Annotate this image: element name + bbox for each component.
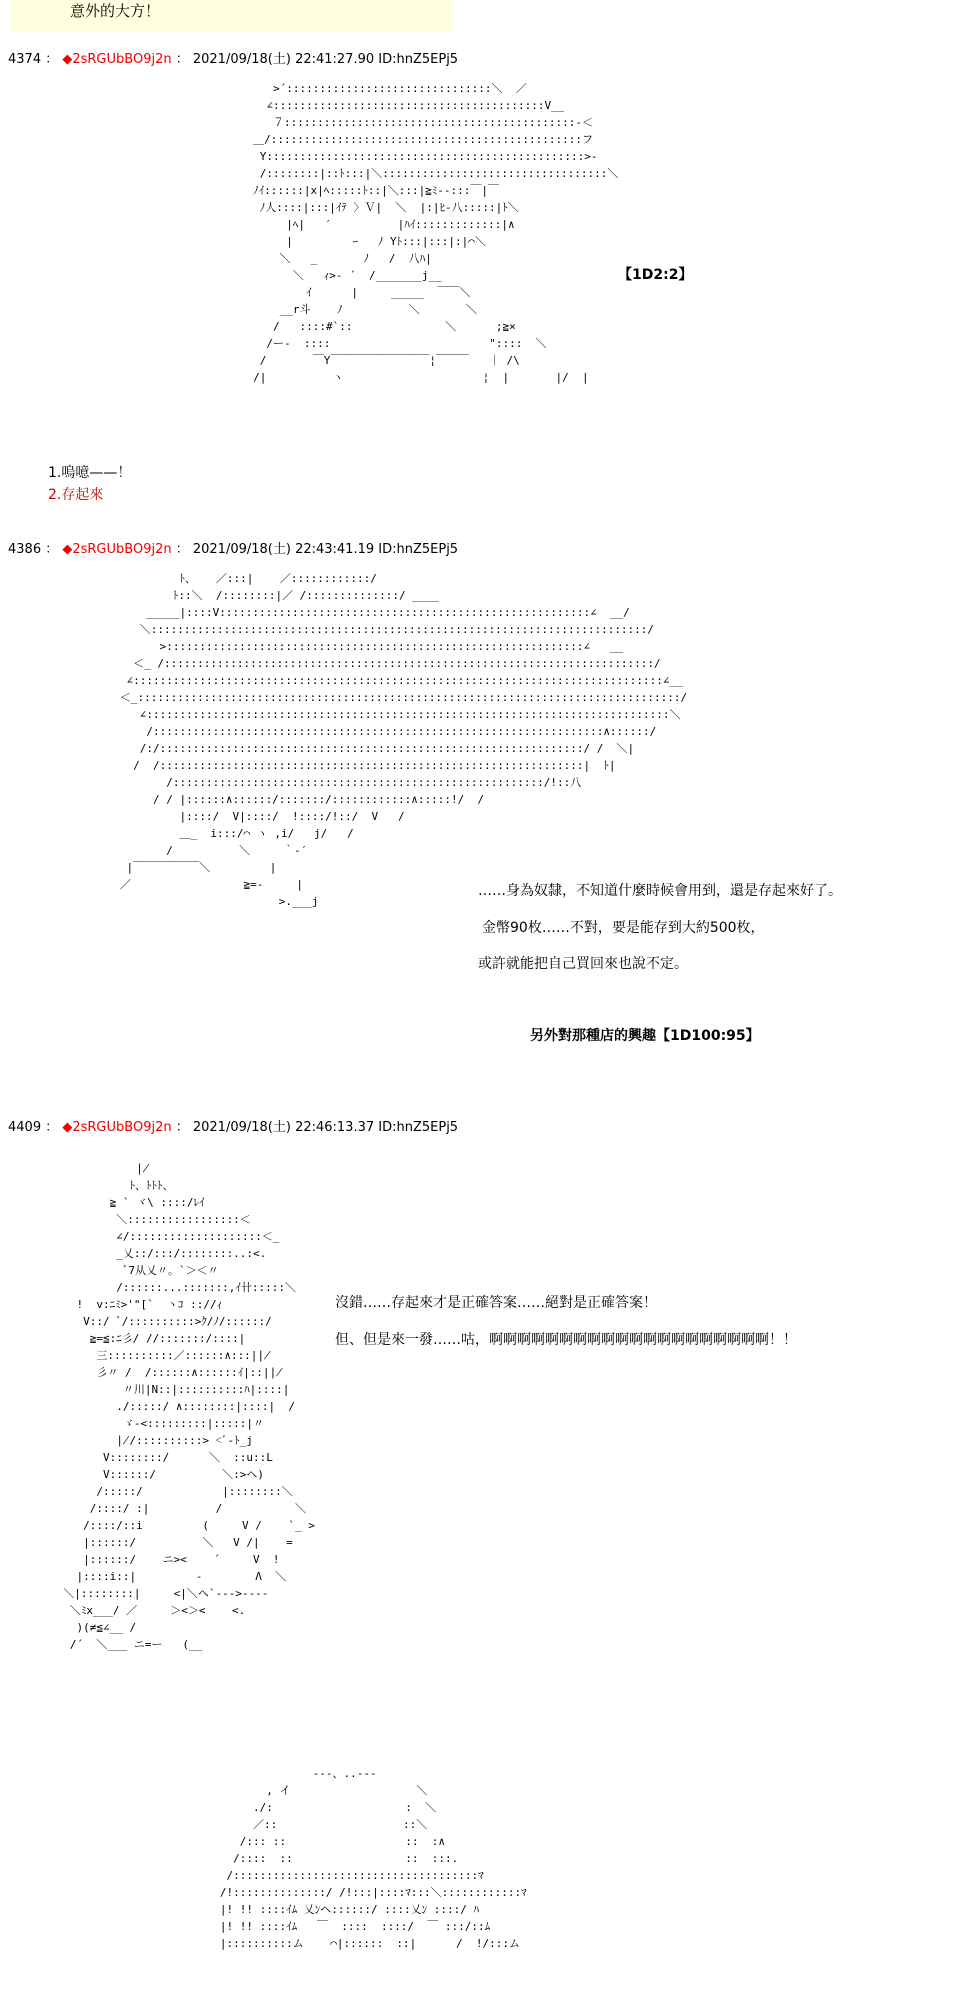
dialogue-line: 沒錯……存起來才是正確答案……絕對是正確答案！ — [335, 1295, 657, 1311]
post-header: 4374 ： ◆2sRGUbBO9j2n ： 2021/09/18(土) 22:41:27.90 ID:hnZ5EPj5 — [8, 52, 459, 67]
post-date: 2021/09/18(土) 22:43:41.19 — [192, 542, 375, 557]
post-header: 4409 ： ◆2sRGUbBO9j2n ： 2021/09/18(土) 22:46:13.37 ID:hnZ5EPj5 — [8, 1120, 459, 1135]
post-id: ID:hnZ5EPj5 — [378, 1120, 459, 1135]
author-trip: ◆2sRGUbBO9j2n — [62, 1120, 172, 1135]
post-number[interactable]: 4386 — [8, 542, 42, 557]
dice-result: 【1D2:2】 — [618, 267, 693, 283]
post-id: ID:hnZ5EPj5 — [378, 52, 459, 67]
ascii-art: >´:::::::::::::::::::::::::::::::＼ ／ ∠:::::::::::::::::::::::::::::::::::::::::V__ ７::::::::::::::::::::::::::::::::::::::::::::-＜ ＿/:::::::::::::::::::::::::::::::::::::::::::::::フ Y::::::::::::::::::::::::::::::::::::::::::::::::>- /::::::::|::ﾄ:::|＼::::::::::::::::::::::::::::::::::＼ ﾉｲ::::::|x|ﾍ:::::ﾄ::|＼:::|≧ﾐ--:::￣|￣ ﾉ人::::|:::|ｲﾃ 〉Ｖ| ＼ |:|ﾋ-八:::::|ﾄ＼ |ﾍ| ′ |ﾊｲ:::::::::::::|∧ | ｰ ﾉ Yﾄ:::|:::|:|⌒＼ ＼ _ ﾉ / 八ﾊ| ＼ ｨ>- ´ /_______j__ ｲ | _____ ￣￣＼ __r斗 ﾉ ＼ ＼ / ::::#`:: ＼ ;≧× /ー- :::: ":::: ＼ / ￣Y￣￣￣￣￣￣￣￣￣¦￣￣￣ ｜ /\ /| ヽ ¦ | |/ | — [253, 82, 619, 384]
post-number[interactable]: 4409 — [8, 1120, 42, 1135]
dialogue-line: 或許就能把自己買回來也說不定。 — [478, 956, 688, 972]
dialogue-line: ……身為奴隸，不知道什麼時候會用到，還是存起來好了。 — [478, 883, 842, 899]
ascii-art: ∤ ﾄ、ﾄﾄﾄ、 ≧ ` ヾ\ ::::/ﾚｲ ＼:::::::::::::::::＜ ∠/::::::::::::::::::::＜_ _乂::/:::/::::::::..:<. ﾞ7从乂〃。`＞＜〃 /::::::...:::::::,ｲ卄:::::＼ ! v:ﾆﾐ>'"[` ヽｺ :://ｨ V::/ ﾞ/::::::::::>ｸ/ﾉ/::::::/ ≧=≦:ﾆ彡/ //:::::::/::::| 三::::::::::／::::::∧:::|∤ 彡〃 / /::::::∧::::::ｲ|::|∤ 〃川|N::|::::::::::ﾊ|::::| ./:::::/ ∧::::::::|::::| / ゞ-<:::::::::|:::::|〃 ∤/::::::::::> <ﾞ-ﾄ_j V::::::::/ ＼ ::u::L V::::::/ ＼:>ヘ) /:::::/ |::::::::＼ /::::/ :| / ＼ /::::/::i ( V / `_ > |::::::/ ＼ V /| = |::::::/ ニ>< ´ V ! |::::i::| - Λ ＼ ＼|::::::::| <|＼ヘ`--->---- ＼ﾐx___/ ／ ＞<＞< <. )(≠≦∠__ / /´ ＼___ ニ=ー (__ — [63, 1162, 315, 1651]
post-number[interactable]: 4374 — [8, 52, 42, 67]
post-date: 2021/09/18(土) 22:46:13.37 — [192, 1120, 375, 1135]
dialogue-line: 但、但是來一發……咕，啊啊啊啊啊啊啊啊啊啊啊啊啊啊啊啊啊啊啊啊！！ — [335, 1332, 797, 1348]
author-trip: ◆2sRGUbBO9j2n — [62, 542, 172, 557]
previous-post-note — [10, 0, 453, 32]
ascii-art: ---、..--- , イ ＼ ./: : ＼ ／:: ::＼ /::: :: :: :∧ /:::: :: :: :::. /:::::::::::::::::::::::::::::::::::::ﾏ /!::::::::::::::/ /!:::|::::ﾏ:::＼::::::::::::ﾏ |! !! ::::ｲﾑ 乂ﾝヘ::::::/ ::::乂ﾝ ::::/ ﾊ |! !! ::::ｲﾑ ￣ :::: ::::/ ￣ :::/::ﾑ |::::::::::ム ⌒|:::::: ::| / !/:::ム — [219, 1767, 527, 1950]
choice-1: 1.嗚噫——！ — [48, 465, 132, 481]
note-text: 意外的大方！ — [70, 2, 161, 20]
ascii-art: ﾄ、 ／:::| ／::::::::::::/ ﾄ::＼ /::::::::|／ /::::::::::::::/ ____ _____|::::V::::::::::::::::::::::::::::::::::::::::::::::::::::::::∠ __/ ＼:::::::::::::::::::::::::::::::::::::::::::::::::::::::::::::::::::::::::::/ >:::::::::::::::::::::::::::::::::::::::::::::::::::::::::::::::∠ __ ＜_ /::::::::::::::::::::::::::::::::::::::::::::::::::::::::::::::::::::::::::/ ∠::::::::::::::::::::::::::::::::::::::::::::::::::::::::::::::::::::::::::::::::∠__ ＜_::::::::::::::::::::::::::::::::::::::::::::::::::::::::::::::::::::::::::::::::::/ ∠:::::::::::::::::::::::::::::::::::::::::::::::::::::::::::::::::::::::::::::::＼ /::::::::::::::::::::::::::::::::::::::::::::::::::::::::::::::::::::∧::::::/ /:/::::::::::::::::::::::::::::::::::::::::::::::::::::::::::::::::/ / ＼| / /::::::::::::::::::::::::::::::::::::::::::::::::::::::::::::::::| ﾄ| /::::::::::::::::::::::::::::::::::::::::::::::::::::::::/!::八 / / |::::::∧::::::/:::::::/::::::::::::∧:::::!/ / |::::/ V|::::/ !::::/!::/ V / ＿_ i:::/⌒ ヽ ,i/ j/ / / ＼ ｀-′ |￣￣￣￣￣￣＼ | ／ ≧=- | >.___j — [119, 572, 688, 908]
author-trip: ◆2sRGUbBO9j2n — [62, 52, 172, 67]
post-id: ID:hnZ5EPj5 — [378, 542, 459, 557]
choice-2-selected: 2.存起來 — [48, 487, 104, 503]
dialogue-line: 金幣90枚……不對，要是能存到大約500枚， — [482, 920, 765, 936]
post-header: 4386 ： ◆2sRGUbBO9j2n ： 2021/09/18(土) 22:43:41.19 ID:hnZ5EPj5 — [8, 542, 459, 557]
post-date: 2021/09/18(土) 22:41:27.90 — [192, 52, 375, 67]
dice-result: 另外對那種店的興趣【1D100:95】 — [530, 1028, 760, 1044]
